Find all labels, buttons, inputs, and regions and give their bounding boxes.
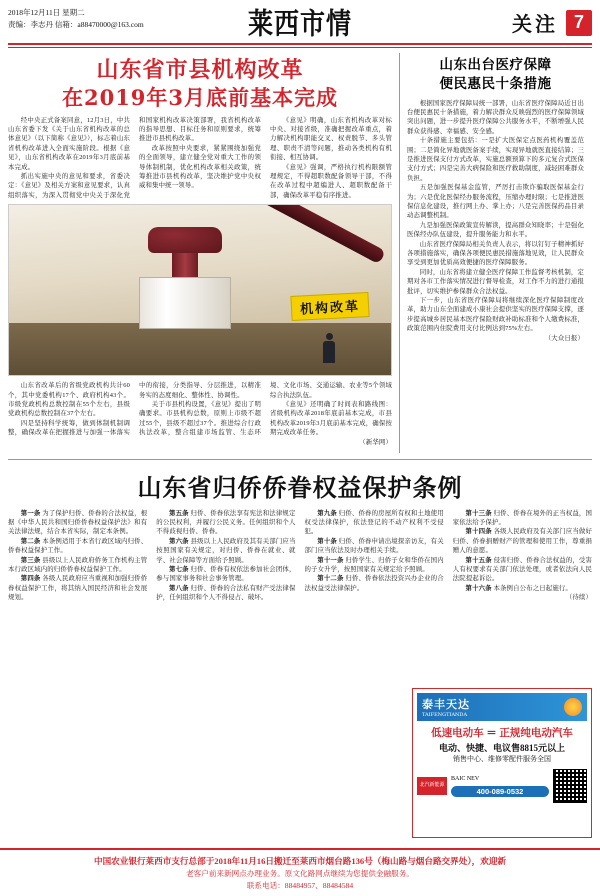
ad-slogan-mid: ＝ xyxy=(486,728,497,739)
publish-date: 2018年12月11日 星期二 xyxy=(8,8,85,17)
ad-line-1: 电动、快捷、电议售8815元以上 xyxy=(438,743,565,753)
article-label: 第十三条 xyxy=(465,509,492,517)
article-text: 归侨、侨眷在境外的正当权益，国家依法给予保护。 xyxy=(452,509,593,526)
advertisement[interactable] xyxy=(412,688,592,838)
right-para: 山东省医疗保障局相关负责人表示，将以钉钉子精神抓好各项措施落实，确保各项便民惠民措施落地见效，让人民群众享受到更加优质高效便捷的医疗保障服务。 xyxy=(407,240,584,267)
right-para: 根据国家医疗保障局统一部署，山东省医疗保障局近日出台便民惠民十条措施，着力解决群众反映强烈的医疗保障领域突出问题，进一步提升医疗保障公共服务水平，不断增强人民群众获得感、幸福感、安全感。 xyxy=(407,99,584,135)
lead-para: 关于市县机构设置，《意见》提出了明确要求。市县机构总数，原则上市级不超过55个，县级不超过37个。推进综合行政执法改革，整合组建市场监管、生态环境、文化市场、交通运输、农业等5个领域综合执法队伍。 xyxy=(139,382,392,437)
right-para: 十条措施主要包括：一是扩大医保定点医药机构覆盖范围；二是简化异地就医备案手续，实现异地就医直接结算；三是推进医保支付方式改革，实施总额预算下的多元复合式医保支付方式；四是完善大病保险和医疗救助制度，减轻困难群众负担。 xyxy=(407,137,584,182)
masthead-rule-thin xyxy=(8,47,592,48)
article-label: 第十一条 xyxy=(317,556,344,564)
ordinance-article xyxy=(453,556,592,584)
ordinance-article xyxy=(156,565,295,584)
right-body xyxy=(407,99,584,344)
lead-para: 《意见》强调，严格执行机构限额管理规定，不得超职数配备领导干部，不得在改革过程中超编进人、超职数配备干部，确保改革平稳有序推进。 xyxy=(270,163,392,199)
ad-line-2: 销售中心、维修零配件服务全国 xyxy=(453,755,551,763)
article-label: 第二条 xyxy=(20,537,41,545)
ordinance-article xyxy=(156,584,295,603)
article-label: 第十四条 xyxy=(465,528,492,536)
main-band xyxy=(8,53,592,453)
person-silhouette-icon xyxy=(321,333,337,367)
right-para: 同时，山东省将建立健全医疗保障工作监督考核机制，定期对各市工作落实情况进行督导检查，对工作不力的进行通报批评，切实维护参保群众合法权益。 xyxy=(407,268,584,295)
sun-logo-icon xyxy=(564,698,582,716)
ad-copy xyxy=(417,743,587,765)
article-text: 归侨学生、归侨子女和华侨在国内的子女升学，按照国家有关规定给予照顾。 xyxy=(304,556,444,573)
lead-para: 山东省改革后的省级党政机构共计60个，其中党委机构17个、政府机构43个。市级党政机构总数控制在55个左右，县级党政机构总数控制在37个左右。 xyxy=(8,382,130,418)
ordinance-article xyxy=(305,537,444,556)
ad-brand-cn: 泰丰天达 xyxy=(422,698,470,711)
lead-body-top xyxy=(8,116,392,201)
lead-headline-line1: 山东省市县机构改革 xyxy=(96,56,304,83)
ordinance-article xyxy=(8,556,147,575)
ad-slogan-right: 正规纯电动汽车 xyxy=(499,728,573,739)
right-headline xyxy=(407,56,584,94)
ordinance-article xyxy=(453,527,592,555)
ordinance-article xyxy=(305,574,444,593)
article-text: 归侨、侨眷有权依法参加社会团体，参与国家事务和社会事务管理。 xyxy=(156,565,296,583)
ad-slogan xyxy=(417,725,587,740)
ad-brand xyxy=(422,696,470,718)
article-label: 第六条 xyxy=(169,537,189,545)
ordinance-article xyxy=(305,509,444,537)
article-label: 第十二条 xyxy=(317,575,344,583)
article-text: 本条例自公布之日起施行。 xyxy=(493,584,572,592)
footer-line-1: 中国农业银行莱西市支行总部于2018年11月16日搬迁至莱西市烟台路136号（梅山路与烟台路交界处），欢迎新 xyxy=(93,856,507,866)
editor-contact: 责编：李志丹 信箱：a88470000@163.com xyxy=(8,20,144,29)
article-label: 第五条 xyxy=(169,509,189,517)
article-text: 为了保护归侨、侨眷的合法权益，根据《中华人民共和国归侨侨眷权益保护法》和有关法律法规，结合本省实际，制定本条例。 xyxy=(8,509,148,536)
dealer-label: 北汽新能源 xyxy=(419,783,445,788)
page-number-badge: 7 xyxy=(566,10,592,36)
ad-slogan-left: 低速电动车 xyxy=(431,728,484,739)
dealer-en-label: BAIC NEV xyxy=(451,776,480,782)
article-text: 各级人民政府及有关部门应当做好归侨、侨眷捐赠财产的管理和使用工作，尊重捐赠人的意愿。 xyxy=(452,528,593,555)
ordinance-article xyxy=(8,574,147,602)
right-headline-line1: 山东出台医疗保障 xyxy=(439,56,552,73)
right-source-tag: （大众日报） xyxy=(544,334,584,342)
article-label: 第七条 xyxy=(169,565,189,573)
section-block xyxy=(512,6,592,37)
footer-line-3: 联系电话：88484957、88484584 xyxy=(246,881,354,890)
ordinance-article xyxy=(305,556,444,575)
right-para: 五是加强医保基金监管，严厉打击欺诈骗取医保基金行为；六是优化医保经办服务流程，压缩办理时限；七是推进医保信息化建设，推行网上办、掌上办；八是完善医保药品目录动态调整机制。 xyxy=(407,184,584,220)
official-seal-icon xyxy=(148,227,222,329)
article-label: 第九条 xyxy=(317,509,337,517)
article-text: 本条例适用于本省行政区域内归侨、侨眷权益保护工作。 xyxy=(8,537,148,555)
lead-para: 经中央正式备案同意，12月3日，中共山东省委下发《关于山东省机构改革的总体意见》（以下简称《意见》），标志着山东省机构改革进入全面实施阶段。根据《意见》，山东省机构改革在2019年3月底前基本完成。 xyxy=(8,116,130,171)
lead-para: 抓出实施中央的意见和要求，省委决定：《意见》及相关方案和意见要求，认真组织落实，为深入贯彻党中央关于深化党和国家机构改革决策部署，我省机构改革的指导思想、目标任务和原则要求，统筹推进市县机构改革。 xyxy=(8,116,261,199)
paper-title: 莱西市情 xyxy=(247,7,352,41)
article-label: 第十五条 xyxy=(465,556,492,564)
lead-para: 《意见》明确，山东省机构改革对标中央、对接省级，准确把握改革重点，着力解决机构职能交叉、权责脱节、多头管理、职责不清等问题，推动各类机构有机衔接、相互协调。 xyxy=(270,116,392,162)
photo-banner-text: 机构改革 xyxy=(290,292,369,321)
article-text: 归侨、侨眷的房屋所有权和土地使用权受法律保护，依法登记的不动产权利不受侵犯。 xyxy=(304,509,444,536)
ad-footer xyxy=(417,769,587,803)
article-text: 侵害归侨、侨眷合法权益的，受害人有权要求有关部门依法处理，或者依法向人民法院提起诉讼。 xyxy=(452,556,593,583)
ordinance-title: 山东省归侨侨眷权益保护条例 xyxy=(137,472,463,502)
right-story xyxy=(400,53,584,453)
ordinance-article xyxy=(8,537,147,556)
masthead-rule-thick xyxy=(8,43,592,45)
right-para: 九是加强医保政策宣传解读，提高群众知晓率；十是强化医保经办队伍建设，提升服务能力和水平。 xyxy=(407,221,584,239)
lead-para: 《意见》还明确了时间表和路线图：省级机构改革2018年底前基本完成，市县机构改革2019年3月底前基本完成，确保按期完成改革任务。 xyxy=(270,400,392,437)
lead-para: 改革按照中央要求，紧紧围绕加强党的全面领导，建立健全党对重大工作的领导体制机制，优化机构改革相关政策，统筹推进市县机构改革，坚决维护党中央权威和集中统一领导。 xyxy=(139,144,261,190)
ad-header xyxy=(417,693,587,721)
article-label: 第八条 xyxy=(169,584,189,592)
article-text: 各级人民政府应当重视和加强归侨侨眷权益保护工作，将其纳入国民经济和社会发展规划。 xyxy=(8,575,148,602)
lead-headline xyxy=(8,57,392,111)
lead-story xyxy=(8,53,400,453)
section-divider xyxy=(8,459,592,460)
masthead xyxy=(8,6,592,40)
lead-body-bottom xyxy=(8,381,392,447)
ordinance-article xyxy=(156,509,295,537)
article-label: 第十条 xyxy=(317,537,337,545)
ordinance-article xyxy=(8,509,147,537)
article-label: 第三条 xyxy=(20,556,41,564)
article-text: 归侨、侨眷依法投资兴办企业的合法权益受法律保护。 xyxy=(304,575,444,592)
ordinance-article xyxy=(453,584,592,593)
masthead-meta xyxy=(8,6,198,31)
ad-contact xyxy=(451,775,549,797)
article-text: 县级以上人民政府侨务工作机构主管本行政区域内的归侨侨眷权益保护工作。 xyxy=(8,556,148,573)
dealer-badge xyxy=(417,777,447,795)
article-text: 归侨、侨眷依法享有宪法和法律规定的公民权利，并履行公民义务。任何组织和个人不得歧视归侨、侨眷。 xyxy=(156,509,296,536)
lead-headline-line2: 在2019年3月底前基本完成 xyxy=(61,84,339,110)
ad-brand-en: TAIFENGTIANDA xyxy=(422,712,468,718)
article-text: 归侨、侨眷申请出境探亲访友，有关部门应当依法及时办理相关手续。 xyxy=(304,537,444,555)
lead-source-tag: （新华网） xyxy=(359,438,392,446)
footer-line-2: 老客户前来新网点办理业务。原文化路网点继续为您提供金融服务。 xyxy=(186,869,414,878)
lead-para: 四是坚持科学统筹，做到体制机制调整，确保改革在把握推进与加强一体落实中的衔接，分类指导、分层推进，以精准务实的态度细化、整体性、协调性。 xyxy=(8,382,261,437)
ordinance-article xyxy=(156,537,295,565)
article-text: 县级以上人民政府及其有关部门应当按照国家有关规定，对归侨、侨眷在就业、就学、社会保障等方面给予照顾。 xyxy=(156,537,296,564)
ordinance-continued-tag: （待续） xyxy=(565,594,592,602)
right-headline-line2: 便民惠民十条措施 xyxy=(439,75,552,92)
article-label: 第一条 xyxy=(20,509,41,517)
ordinance-article xyxy=(453,509,592,528)
article-label: 第四条 xyxy=(20,575,41,583)
right-para: 下一步，山东省医疗保障局将继续深化医疗保障制度改革，助力山东全面建成小康社会提供坚实的医疗保障支撑，逐步提高城乡居民基本医疗保险财政补助标准和个人缴费标准，政策范围内住院费用支付比例达到75%左右。 xyxy=(407,297,584,333)
article-label: 第十六条 xyxy=(465,584,492,592)
ad-hotline[interactable]: 400-089-0532 xyxy=(451,786,549,797)
qr-code-icon[interactable] xyxy=(553,769,587,803)
article-text: 归侨、侨眷的合法私有财产受法律保护，任何组织和个人不得侵占、破坏。 xyxy=(156,584,296,602)
lead-photo xyxy=(8,204,392,376)
footer-banner xyxy=(0,848,600,896)
section-label: 关注 xyxy=(512,14,558,36)
